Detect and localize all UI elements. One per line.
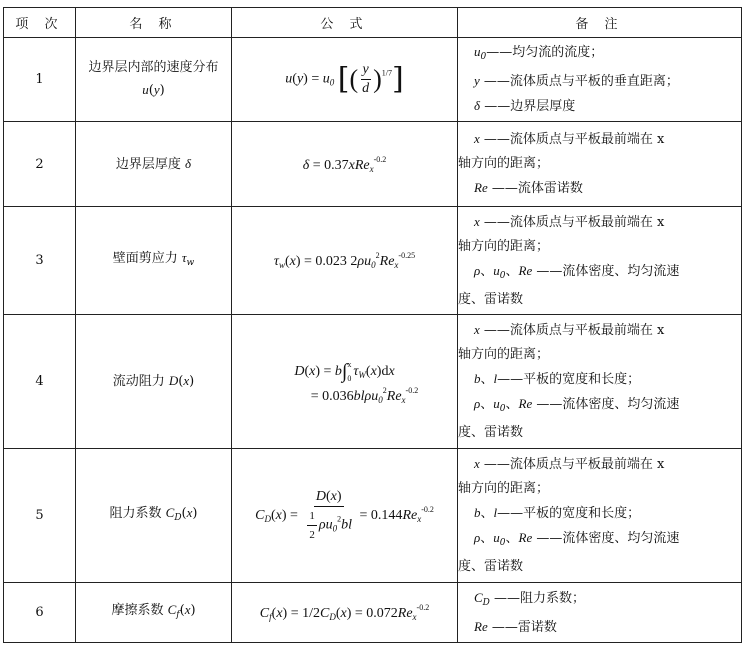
row-name-math: u xyxy=(142,82,149,97)
note-line: 轴方向的距离； xyxy=(458,238,550,254)
row-name: 摩擦系数 $C_f(x)$ xyxy=(76,583,232,643)
note-line: Re ——流体雷诺数 xyxy=(474,180,583,196)
row-name: 流动阻力 D(x) xyxy=(76,315,232,449)
table-row xyxy=(4,449,742,583)
note-line: $u_0——$均匀流的流度； xyxy=(474,44,604,62)
row-name: 壁面剪应力 $\tau_w$ xyxy=(76,207,232,315)
note-line: 轴方向的距离； xyxy=(458,347,550,362)
header-index: 项 次 xyxy=(4,8,76,38)
row-formula: D(x) = b∫ x 0 $\tau_W(x)dx$ = $0.036bl\rho u_0^2Re_x^{-0.2}$ xyxy=(232,315,458,449)
row-name: 边界层厚度 δ xyxy=(76,122,232,207)
note-line: x ——流体质点与平板最前端在 x xyxy=(474,322,665,338)
row-index: 5 xyxy=(4,449,76,583)
note-line: 度、雷诺数 xyxy=(458,291,524,307)
note-line: x ——流体质点与平板最前端在 x xyxy=(474,213,665,230)
row-index: 1 xyxy=(4,38,76,122)
note-line: $C_D$ ——阻力系数； xyxy=(474,589,586,608)
note-line: ρ、$u_0$、Re ——流体密度、均匀流速 xyxy=(474,530,680,548)
row-index: 4 xyxy=(4,315,76,449)
row-formula: $u(y) = u_0$ [( $\frac{y}{d}$ )$^{1/7}$] xyxy=(232,38,458,122)
header-name: 名 称 xyxy=(76,8,232,38)
header-row xyxy=(4,8,742,38)
note-line: Re ——雷诺数 xyxy=(474,618,557,635)
row-name: 边界层内部的速度分布 u(y) xyxy=(76,38,232,122)
note-line: x ——流体质点与平板最前端在 x xyxy=(474,456,665,472)
table-row xyxy=(4,122,742,207)
row-notes xyxy=(458,315,742,449)
row-notes xyxy=(458,583,742,643)
header-notes: 备 注 xyxy=(458,8,742,38)
row-formula: $C_D(x)$ = D(x) $\frac{1}{2}$ $\rho u_0^2bl$ = $0.144Re_x^{-0.2}$ xyxy=(232,449,458,583)
note-line: δ ——边界层厚度 xyxy=(474,98,576,114)
table-row xyxy=(4,583,742,643)
row-notes xyxy=(458,207,742,315)
row-formula: $C_f(x) = 1/2C_D(x) = 0.072Re_x^{-0.2}$ xyxy=(232,583,458,643)
table-row xyxy=(4,315,742,449)
note-line: ρ、$u_0$、Re ——流体密度、均匀流速 xyxy=(474,396,680,414)
note-line: b、l——平板的宽度和长度； xyxy=(474,371,641,387)
note-line: y ——流体质点与平板的垂直距离； xyxy=(474,73,679,89)
row-index: 2 xyxy=(4,122,76,207)
row-index: 3 xyxy=(4,207,76,315)
note-line: ρ、$u_0$、Re ——流体密度、均匀流速 xyxy=(474,262,680,281)
row-name-text: 边界层内部的速度分布 xyxy=(88,60,219,75)
note-line: 度、雷诺数 xyxy=(458,425,524,440)
note-line: b、l——平板的宽度和长度； xyxy=(474,505,641,521)
row-formula: $\tau_w(x) = 0.023$ $2\rho u_0^2Re_x^{-0.25}$ xyxy=(232,207,458,315)
row-name: 阻力系数 $C_D(x)$ xyxy=(76,449,232,583)
note-line: 轴方向的距离； xyxy=(458,156,550,171)
table-row xyxy=(4,207,742,315)
row-notes xyxy=(458,38,742,122)
formula-table xyxy=(3,7,742,643)
row-notes xyxy=(458,122,742,207)
table-row xyxy=(4,38,742,122)
row-formula: δ = 0.37xRe$_x^{-0.2}$ xyxy=(232,122,458,207)
note-line: x ——流体质点与平板最前端在 x xyxy=(474,131,665,147)
header-formula: 公 式 xyxy=(232,8,458,38)
note-line: 轴方向的距离； xyxy=(458,481,550,496)
row-notes xyxy=(458,449,742,583)
note-line: 度、雷诺数 xyxy=(458,559,524,574)
row-index: 6 xyxy=(4,583,76,643)
